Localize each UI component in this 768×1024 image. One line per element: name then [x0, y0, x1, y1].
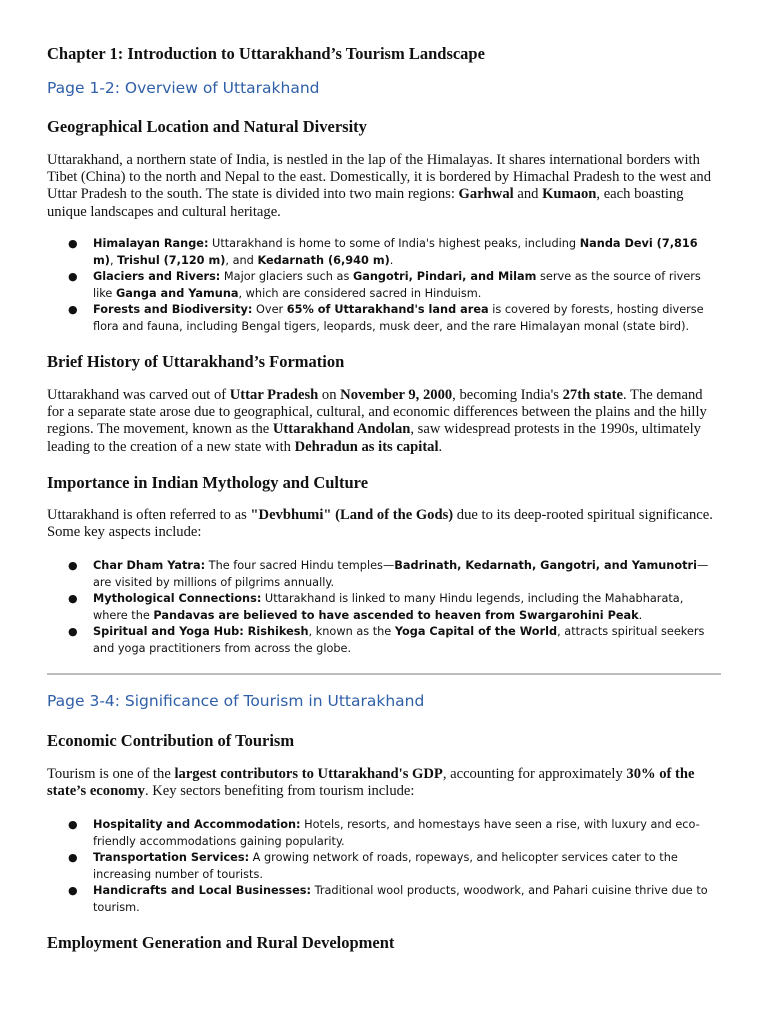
economic-bullet-list [47, 817, 721, 916]
list-item: ● Mythological Connections: Uttarakhand is linked to many Hindu legends, including the Mahabharata, where the Pandavas are believed to have ascended to heaven from Swargarohini Peak. [68, 592, 684, 622]
economic-heading: Economic Contribution of Tourism [47, 731, 295, 750]
geography-paragraph: Uttarakhand, a northern state of India, is nestled in the lap of the Himalayas. It shares international borders with Tibet (China) to the north and Nepal to the east. Domestically, it is bordered by Himachal Pradesh to the west and Uttar Pradesh to the south. The state is divided into two main regions: Garhwal and Kumaon, each boasting unique landscapes and cultural heritage. [47, 152, 712, 220]
bullet-icon: ● [68, 237, 78, 250]
history-paragraph: Uttarakhand was carved out of Uttar Pradesh on November 9, 2000, becoming India's 27th state. The demand for a separate state arose due to geographical, cultural, and economic differences between the plains and the hilly regions. The movement, known as the Uttarakhand Andolan, saw widespread protests in the 1990s, ultimately leading to the creation of a new state with Dehradun as its capital. [47, 387, 707, 455]
page-3-4-heading: Page 3-4: Significance of Tourism in Uttarakhand [47, 692, 425, 710]
bullet-icon: ● [68, 592, 78, 605]
bullet-icon: ● [68, 884, 78, 897]
geography-bullet-list [47, 236, 721, 335]
bullet-icon: ● [68, 625, 78, 638]
bullet-icon: ● [68, 818, 78, 831]
list-item: ● Himalayan Range: Uttarakhand is home to some of India's highest peaks, including Nanda Devi (7,816 m), Trishul (7,120 m), and Kedarnath (6,940 m). [68, 237, 698, 267]
bullet-icon: ● [68, 270, 78, 283]
economic-paragraph: Tourism is one of the largest contributors to Uttarakhand's GDP, accounting for approximately 30% of the state’s economy. Key sectors benefiting from tourism include: [47, 766, 695, 800]
list-item: ● Transportation Services: A growing network of roads, ropeways, and helicopter services cater to the increasing number of tourists. [68, 851, 678, 881]
bullet-icon: ● [68, 559, 78, 572]
bullet-icon: ● [68, 303, 78, 316]
mythology-bullet-list [47, 558, 721, 657]
list-item: ● Hospitality and Accommodation: Hotels, resorts, and homestays have seen a rise, with luxury and eco-friendly accommodations gaining popularity. [68, 818, 700, 848]
geography-heading: Geographical Location and Natural Diversity [47, 117, 367, 136]
employment-heading: Employment Generation and Rural Development [47, 933, 395, 952]
list-item: ● Handicrafts and Local Businesses: Traditional wool products, woodwork, and Pahari cuisine thrive due to tourism. [68, 884, 708, 914]
history-heading: Brief History of Uttarakhand’s Formation [47, 352, 345, 371]
list-item: ● Glaciers and Rivers: Major glaciers such as Gangotri, Pindari, and Milam serve as the source of rivers like Ganga and Yamuna, which are considered sacred in Hinduism. [68, 270, 701, 300]
bullet-icon: ● [68, 851, 78, 864]
list-item: ● Forests and Biodiversity: Over 65% of Uttarakhand's land area is covered by forests, hosting diverse flora and fauna, including Bengal tigers, leopards, musk deer, and the rare Himalayan monal (state bird). [68, 303, 704, 333]
section-divider [47, 673, 721, 675]
list-item: ● Spiritual and Yoga Hub: Rishikesh, known as the Yoga Capital of the World, attracts spiritual seekers and yoga practitioners from across the globe. [68, 625, 705, 655]
list-item: ● Char Dham Yatra: The four sacred Hindu temples—Badrinath, Kedarnath, Gangotri, and Yamunotri—are visited by millions of pilgrims annually. [68, 559, 709, 589]
page-1-2-heading: Page 1-2: Overview of Uttarakhand [47, 79, 320, 97]
mythology-paragraph: Uttarakhand is often referred to as "Devbhumi" (Land of the Gods) due to its deep-rooted spiritual significance. Some key aspects include: [47, 507, 713, 541]
chapter-title: Chapter 1: Introduction to Uttarakhand’s Tourism Landscape [47, 44, 485, 63]
mythology-heading: Importance in Indian Mythology and Culture [47, 473, 369, 492]
